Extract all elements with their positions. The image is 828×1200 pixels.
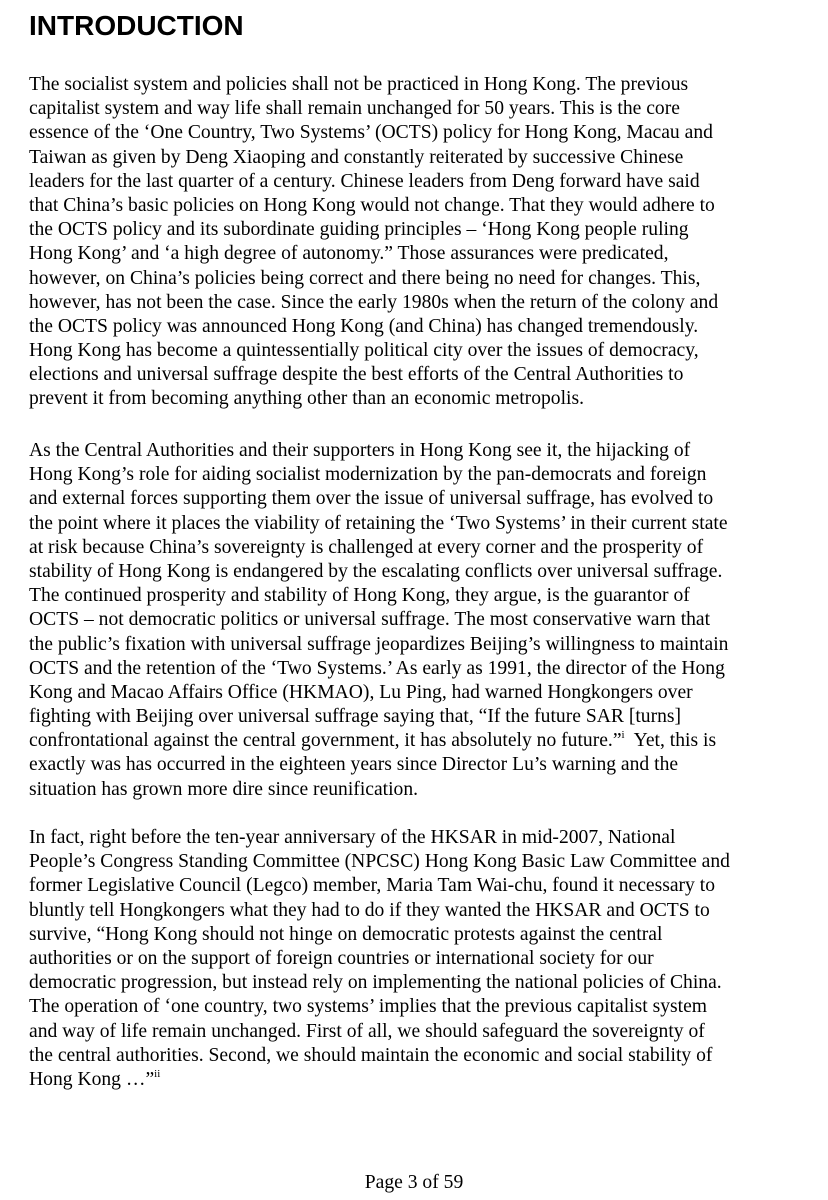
text-line: Hong Kong’s role for aiding socialist modernization by the pan-democrats and foreign — [29, 464, 707, 486]
page-number: Page 3 of 59 — [364, 1172, 464, 1193]
text-line: democratic progression, but instead rely on implementing the national policies of China. — [29, 972, 722, 994]
text-line: survive, “Hong Kong should not hinge on democratic protests against the central — [29, 923, 663, 945]
text-line: OCTS and the retention of the ‘Two Systems.’ As early as 1991, the director of the Hong — [29, 657, 725, 679]
text-line: former Legislative Council (Legco) member, Maria Tam Wai-chu, found it necessary to — [29, 875, 715, 897]
text-line: Hong Kong has become a quintessentially political city over the issues of democracy, — [29, 340, 699, 362]
footnote-marker[interactable]: ii — [154, 1067, 161, 1080]
text-line: the OCTS policy and its subordinate guiding principles – ‘Hong Kong people ruling — [29, 219, 689, 241]
text-line: that China’s basic policies on Hong Kong would not change. That they would adhere to — [29, 194, 715, 216]
text-line: The continued prosperity and stability of Hong Kong, they argue, is the guarantor of — [29, 585, 690, 607]
text-line: at risk because China’s sovereignty is challenged at every corner and the prosperity of — [29, 536, 704, 558]
text-line: fighting with Beijing over universal suffrage saying that, “If the future SAR [turns] — [29, 706, 682, 728]
text-line: In fact, right before the ten-year anniversary of the HKSAR in mid-2007, National — [29, 827, 676, 848]
text-segment: Yet, this is — [624, 730, 717, 752]
text-line: bluntly tell Hongkongers what they had to do if they wanted the HKSAR and OCTS to — [29, 899, 710, 921]
text-line-with-footnote — [29, 729, 781, 753]
text-line: OCTS – not democratic politics or universal suffrage. The most conservative warn that — [29, 609, 711, 631]
text-segment: Hong Kong …” — [29, 1068, 155, 1090]
text-line: the public’s fixation with universal suffrage jeopardizes Beijing’s willingness to maintain — [29, 633, 729, 655]
text-line: Hong Kong’ and ‘a high degree of autonomy.” Those assurances were predicated, — [29, 243, 669, 265]
text-line: essence of the ‘One Country, Two Systems’ (OCTS) policy for Hong Kong, Macau and — [29, 122, 713, 144]
text-line: capitalist system and way life shall remain unchanged for 50 years. This is the core — [29, 98, 680, 120]
text-line: authorities or on the support of foreign countries or international society for our — [29, 947, 654, 969]
text-line: elections and universal suffrage despite the best efforts of the Central Authorities to — [29, 364, 684, 386]
text-line: leaders for the last quarter of a century. Chinese leaders from Deng forward have said — [29, 170, 700, 192]
text-line: Taiwan as given by Deng Xiaoping and constantly reiterated by successive Chinese — [29, 146, 684, 168]
text-line-with-footnote — [29, 1068, 781, 1092]
text-line: The operation of ‘one country, two systems’ implies that the previous capitalist system — [29, 996, 708, 1018]
text-line: exactly was has occurred in the eighteen years since Director Lu’s warning and the — [29, 754, 679, 776]
text-line: however, on China’s policies being correct and there being no need for changes. This, — [29, 267, 701, 289]
text-line: and external forces supporting them over the issue of universal suffrage, has evolved to — [29, 488, 714, 510]
paragraph-3 — [29, 826, 781, 1092]
text-line: the central authorities. Second, we should maintain the economic and social stability of — [29, 1044, 713, 1066]
text-line: and way of life remain unchanged. First of all, we should safeguard the sovereignty of — [29, 1020, 705, 1042]
paragraph-1 — [29, 73, 781, 412]
text-line: As the Central Authorities and their supporters in Hong Kong see it, the hijacking of — [29, 440, 691, 461]
footnote-marker[interactable]: i — [621, 729, 625, 742]
text-line: People’s Congress Standing Committee (NPCSC) Hong Kong Basic Law Committee and — [29, 851, 730, 873]
text-line: stability of Hong Kong is endangered by the escalating conflicts over universal suffrage. — [29, 560, 723, 582]
text-line: the OCTS policy was announced Hong Kong (and China) has changed tremendously. — [29, 315, 699, 337]
text-line: The socialist system and policies shall not be practiced in Hong Kong. The previous — [29, 74, 689, 95]
text-line: Kong and Macao Affairs Office (HKMAO), Lu Ping, had warned Hongkongers over — [29, 681, 693, 703]
text-line: prevent it from becoming anything other than an economic metropolis. — [29, 388, 585, 410]
text-line: the point where it places the viability of retaining the ‘Two Systems’ in their current state — [29, 512, 728, 534]
text-line: however, has not been the case. Since the early 1980s when the return of the colony and — [29, 291, 719, 313]
paragraph-2 — [29, 439, 781, 802]
text-segment: confrontational against the central government, it has absolutely no future.” — [29, 730, 622, 752]
section-heading: INTRODUCTION — [29, 10, 244, 41]
text-line: situation has grown more dire since reunification. — [29, 778, 419, 800]
